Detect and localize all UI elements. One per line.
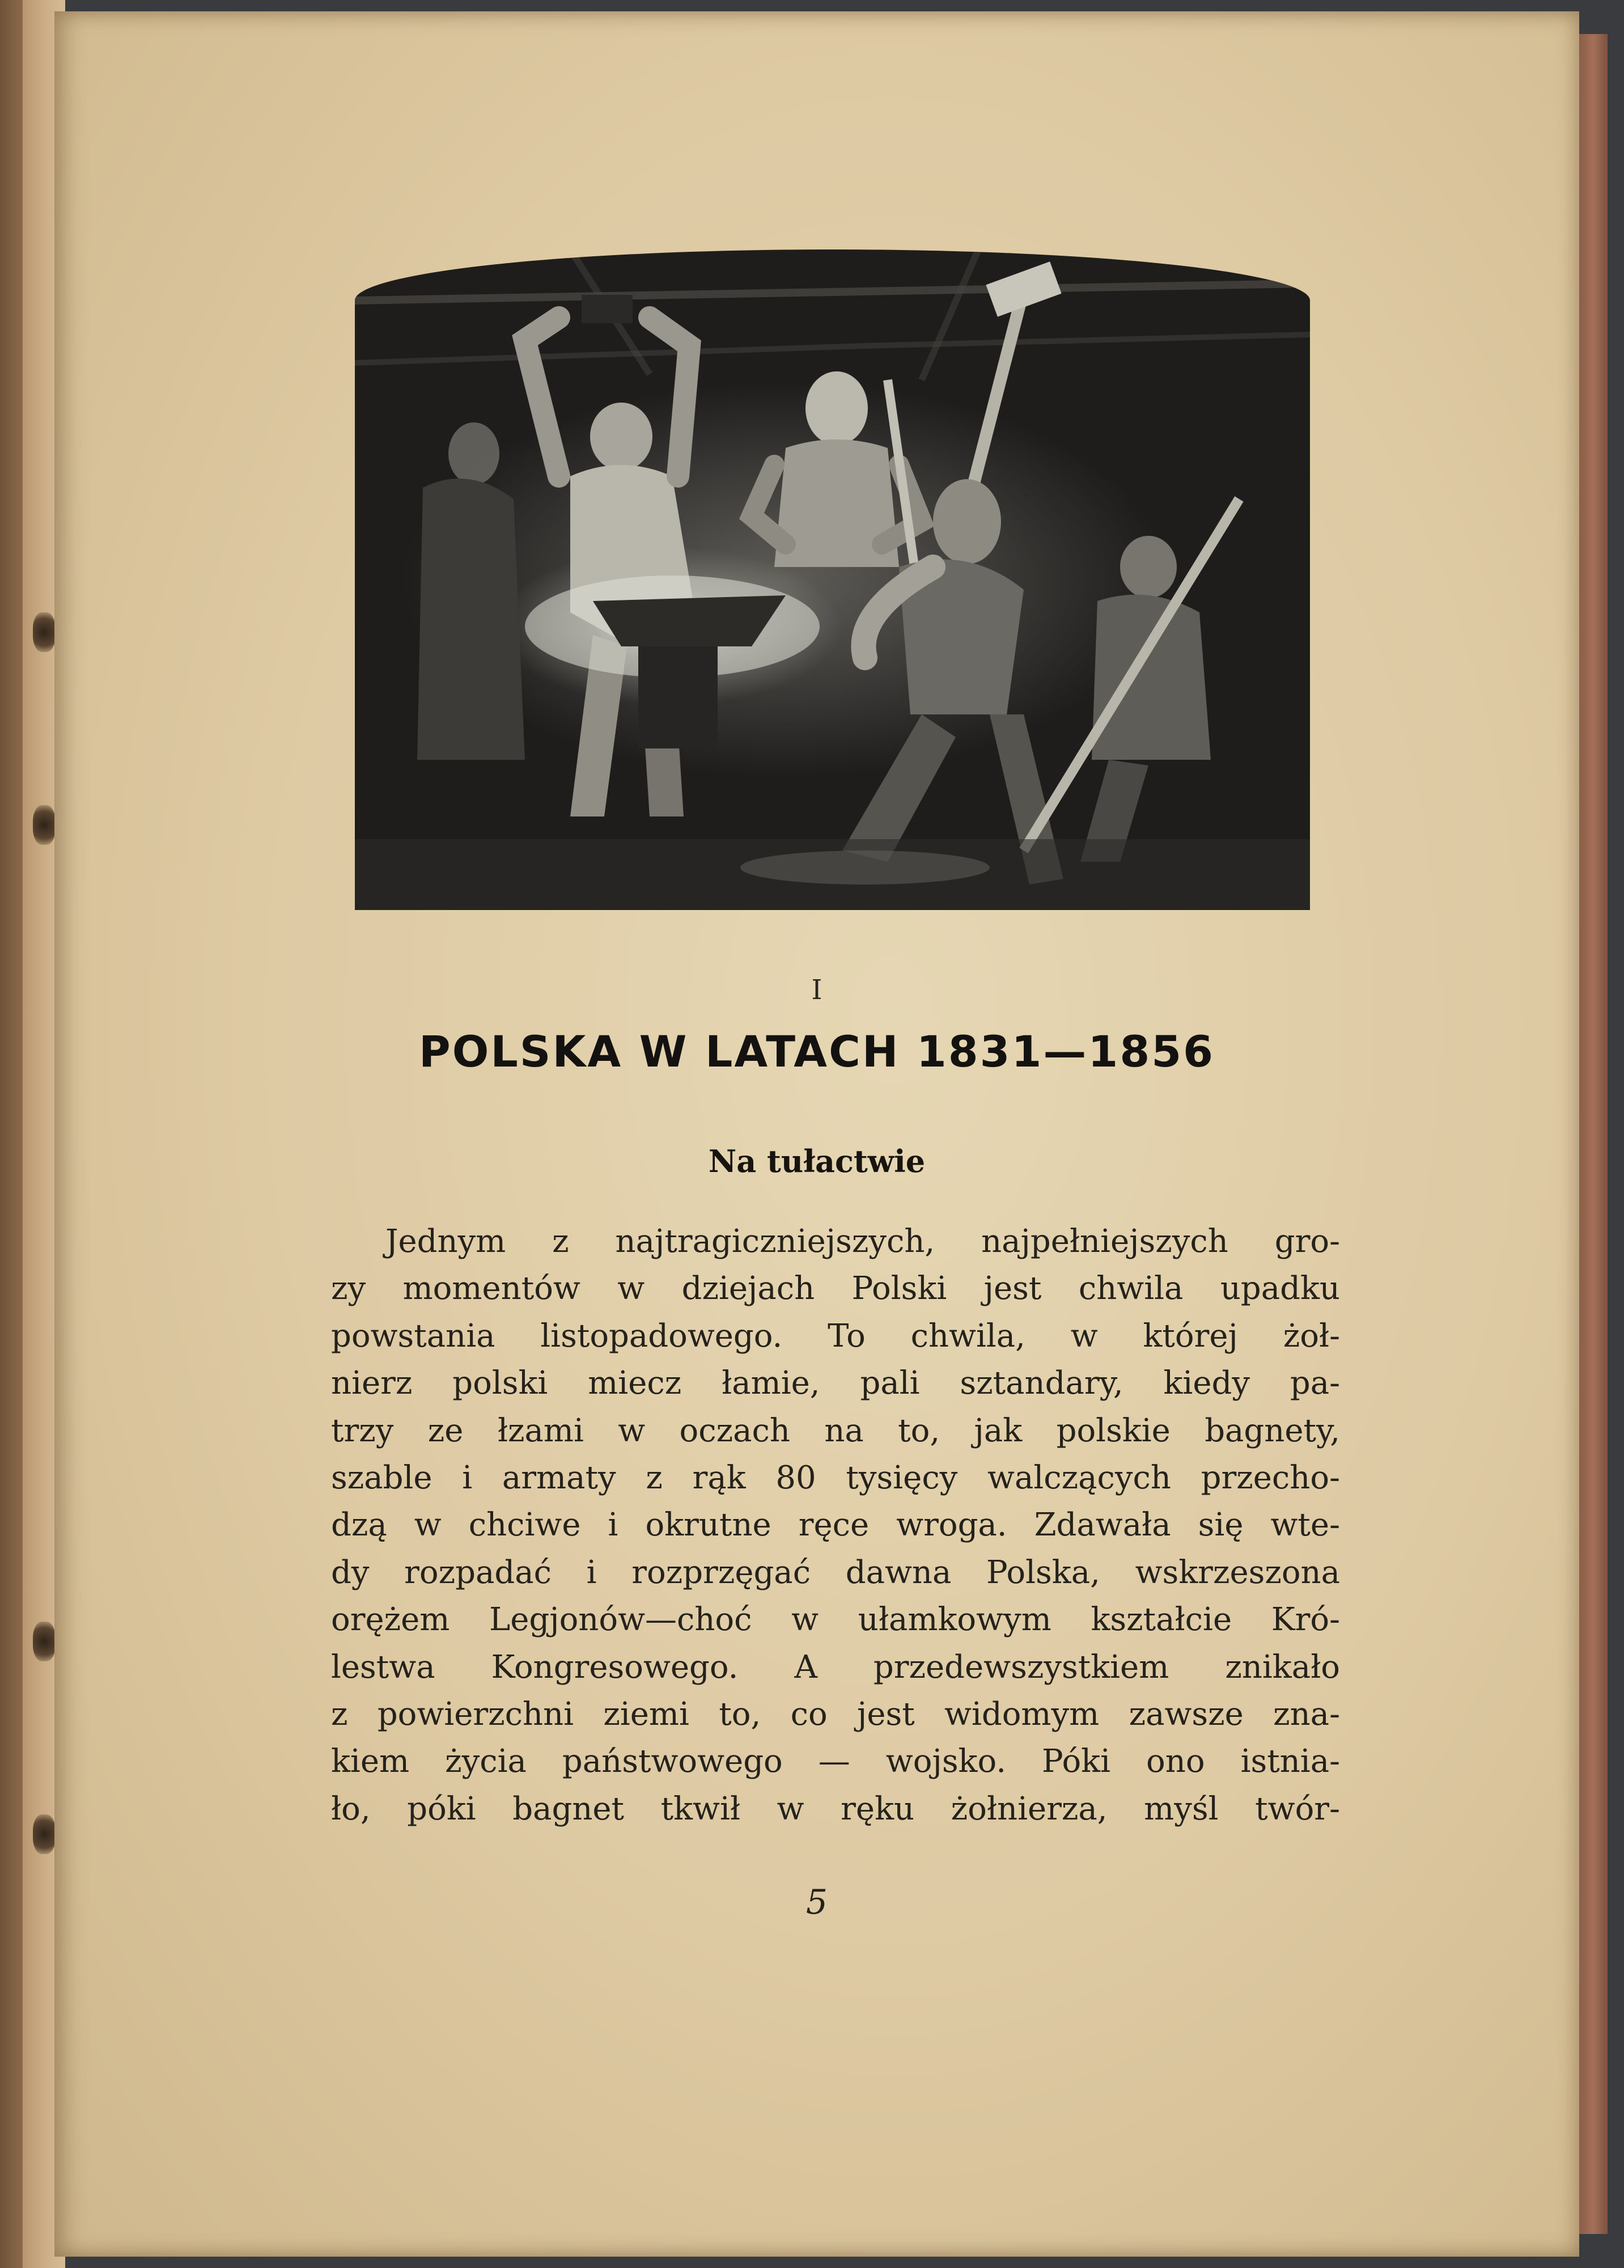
text-line: kiem życia państwowego — wojsko. Póki ono istnia- xyxy=(331,1743,1340,1780)
text-line: dy rozpadać i rozprzęgać dawna Polska, wskrzeszona xyxy=(331,1554,1340,1591)
text-line: zy momentów w dziejach Polski jest chwila upadku xyxy=(331,1270,1340,1308)
text-line: orężem Legjonów—choć w ułamkowym kształcie Kró- xyxy=(331,1601,1340,1639)
text-line: ło, póki bagnet tkwił w ręku żołnierza, myśl twór- xyxy=(331,1790,1340,1827)
text-line: powstania listopadowego. To chwila, w której żoł- xyxy=(331,1317,1340,1355)
back-cover-edge xyxy=(1579,34,1608,2234)
text-line: nierz polski miecz łamie, pali sztandary, kiedy pa- xyxy=(331,1365,1340,1402)
text-line: szable i armaty z rąk 80 tysięcy walczących przecho- xyxy=(331,1459,1340,1496)
body-text xyxy=(331,1218,1340,1833)
binding-stitch xyxy=(33,612,56,652)
chapter-numeral: I xyxy=(811,974,822,1006)
text-line: z powierzchni ziemi to, co jest widomym zawsze zna- xyxy=(331,1695,1340,1733)
illustration-figures xyxy=(355,249,1310,910)
section-title: Na tułactwie xyxy=(708,1143,926,1179)
text-line: trzy ze łzami w oczach na to, jak polskie bagnety, xyxy=(331,1412,1340,1449)
forge-illustration xyxy=(355,249,1310,910)
binding-stitch xyxy=(33,1814,56,1854)
text-line: lestwa Kongresowego. A przedewszystkiem znikało xyxy=(331,1648,1340,1686)
page-number: 5 xyxy=(805,1882,828,1922)
text-line: dzą w chciwe i okrutne ręce wroga. Zdawała się wte- xyxy=(331,1507,1340,1544)
text-line: Jednym z najtragiczniejszych, najpełniejszych gro- xyxy=(385,1223,1340,1260)
chapter-title: POLSKA W LATACH 1831—1856 xyxy=(419,1026,1215,1077)
binding-stitch xyxy=(33,805,56,845)
book-page xyxy=(54,11,1579,2257)
binding-stitch xyxy=(33,1622,56,1661)
